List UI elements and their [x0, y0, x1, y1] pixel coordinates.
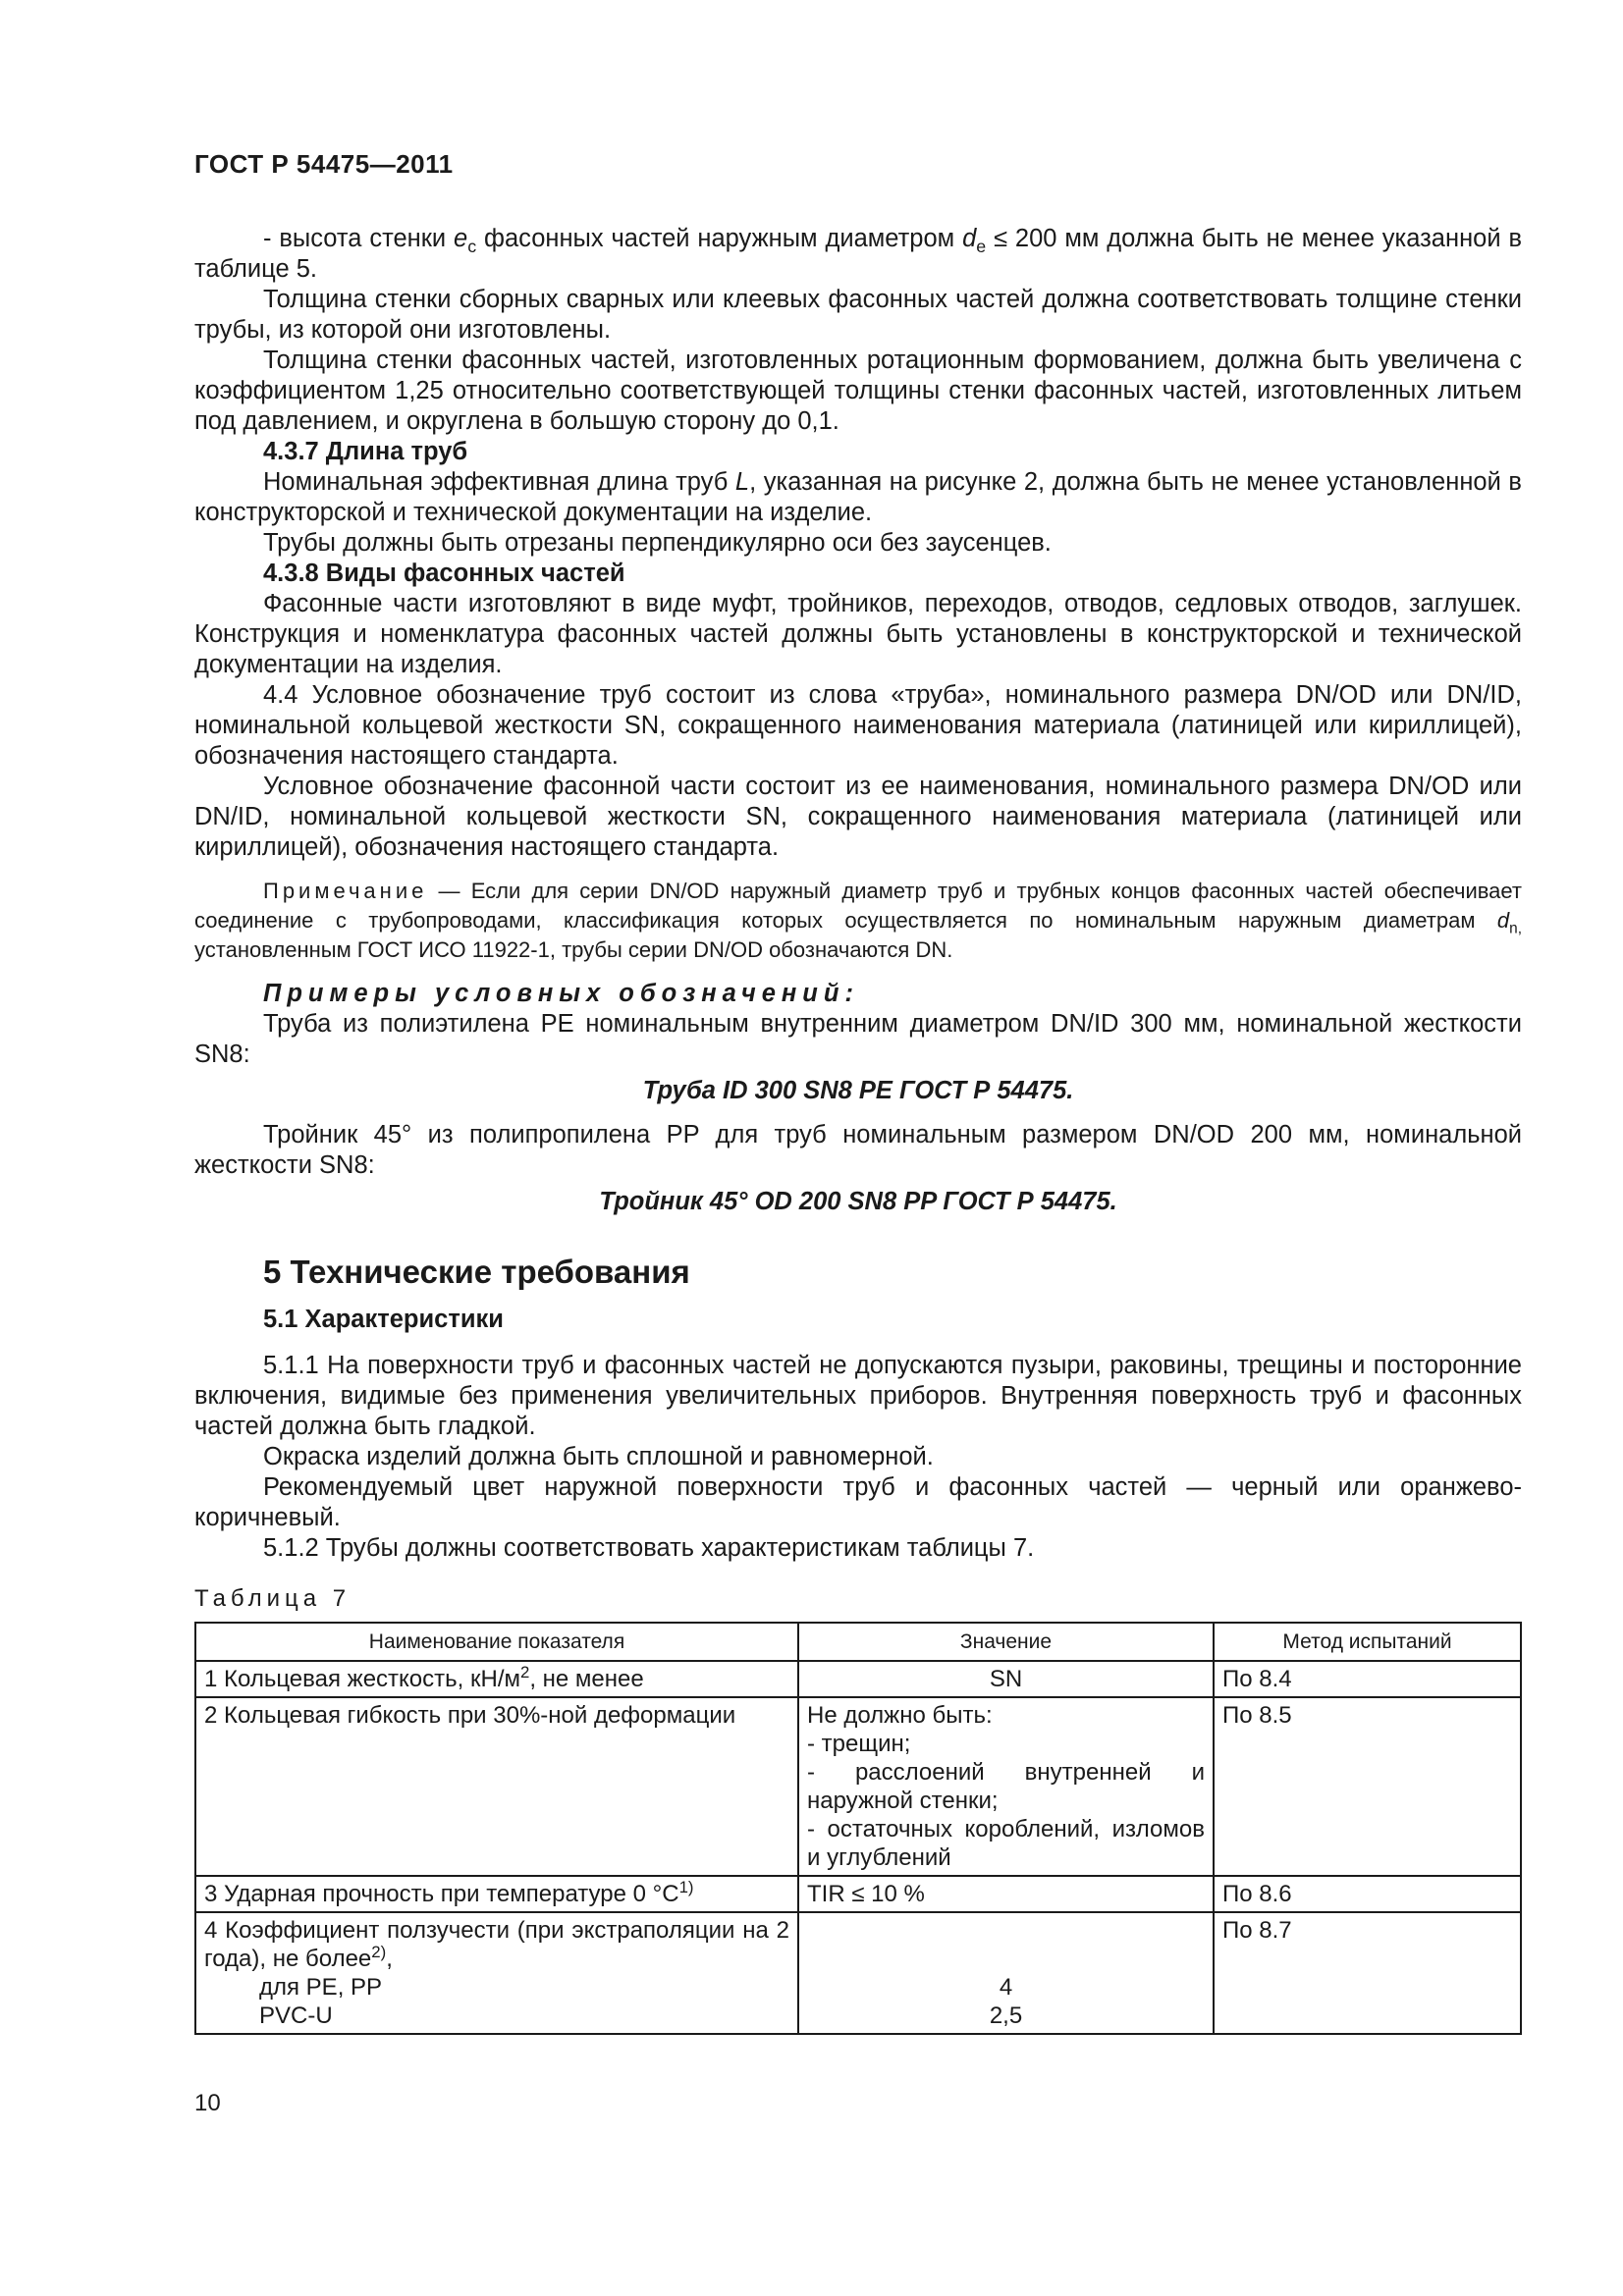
table-row: [195, 1912, 1521, 2034]
paragraph: 5.1.1 На поверхности труб и фасонных частей не допускаются пузыри, раковины, трещины и посторонние включения, видимые без применения увеличительных приборов. Внутренняя поверхность труб и фасонных частей должна быть гладкой.: [194, 1352, 1522, 1440]
table-cell: 4 Коэффициент ползучести (при экстраполяции на 2 года), не более$^{2)}$, для PE, PP PVC-U: [195, 1912, 798, 2034]
table-header: Наименование показателя: [195, 1623, 798, 1661]
table-header: Метод испытаний: [1214, 1623, 1521, 1661]
paragraph: Рекомендуемый цвет наружной поверхности труб и фасонных частей — черный или оранжево-коричневый.: [194, 1473, 1522, 1531]
table-cell: По 8.4: [1214, 1661, 1521, 1697]
table-cell: По 8.6: [1214, 1876, 1521, 1912]
table-cell: 1 Кольцевая жесткость, $кН/м^2$, не менее: [195, 1661, 798, 1697]
paragraph: 5.1.2 Трубы должны соответствовать характеристикам таблицы 7.: [263, 1534, 1035, 1562]
table-cell: SN: [798, 1661, 1214, 1697]
table-cell: TIR ≤ 10 %: [798, 1876, 1214, 1912]
table-header: Значение: [798, 1623, 1214, 1661]
paragraph: Условное обозначение фасонной части состоит из ее наименования, номинального размера DN/OD или DN/ID, номинальной кольцевой жесткости SN, сокращенного наименования материала (латиницей или кириллицей), обозначения настоящего стандарта.: [194, 773, 1522, 861]
paragraph: Номинальная эффективная длина труб L, указанная на рисунке 2, должна быть не менее установленной в конструкторской и технической документации на изделие.: [194, 468, 1522, 526]
section-heading: 4.3.7 Длина труб: [263, 438, 468, 465]
note: Примечание — Если для серии DN/OD наружный диаметр труб и трубных концов фасонных частей обеспечивает соединение с трубопроводами, классификация которых осуществляется по номинальным наружным диаметрам $d_{n,}$ установленным ГОСТ ИСО 11922-1, трубы серии DN/OD обозначаются DN.: [194, 879, 1522, 962]
document-body: [194, 224, 1522, 2035]
paragraph: Фасонные части изготовляют в виде муфт, тройников, переходов, отводов, седловых отводов, заглушек. Конструкция и номенклатура фасонных частей должны быть установлены в конструкторской и технической документации на изделия.: [194, 590, 1522, 678]
table-cell: 4 2,5: [798, 1912, 1214, 2034]
paragraph: Тройник 45° из полипропилена PP для труб номинальным размером DN/OD 200 мм, номинальной жесткости SN8:: [194, 1121, 1522, 1179]
paragraph: 4.4 Условное обозначение труб состоит из слова «труба», номинального размера DN/OD или DN/ID, номинальной кольцевой жесткости SN, сокращенного наименования материала (латиницей или кириллицей), обозначения настоящего стандарта.: [194, 681, 1522, 770]
table-cell: По 8.5: [1214, 1697, 1521, 1876]
paragraph: Окраска изделий должна быть сплошной и равномерной.: [263, 1443, 934, 1470]
paragraph: Трубы должны быть отрезаны перпендикулярно оси без заусенцев.: [263, 529, 1052, 557]
paragraph: Труба из полиэтилена PE номинальным внутренним диаметром DN/ID 300 мм, номинальной жесткости SN8:: [194, 1010, 1522, 1068]
section-heading: 4.3.8 Виды фасонных частей: [263, 560, 625, 587]
table-cell: Не должно быть: - трещин; - расслоений внутренней и наружной стенки; - остаточных короблений, изломов и углублений: [798, 1697, 1214, 1876]
table-header-row: [195, 1623, 1521, 1661]
table-row: [195, 1697, 1521, 1876]
paragraph: Толщина стенки сборных сварных или клеевых фасонных частей должна соответствовать толщине стенки трубы, из которой они изготовлены.: [194, 286, 1522, 344]
paragraph: - высота стенки $e_c$ фасонных частей наружным диаметром $d_e \le 200$ мм должна быть не менее указанной в таблице 5.: [194, 225, 1522, 283]
characteristics-table: [194, 1622, 1522, 2035]
table-row: [195, 1876, 1521, 1912]
table-cell: 3 Ударная прочность при температуре 0 $^\circ С^{1)}$: [195, 1876, 798, 1912]
document-header: ГОСТ Р 54475—2011: [194, 149, 454, 179]
table-row: [195, 1661, 1521, 1697]
section-title: 5 Технические требования: [263, 1254, 690, 1290]
example-designation: Тройник 45° OD 200 SN8 PP ГОСТ Р 54475.: [599, 1188, 1117, 1215]
subsection-title: 5.1 Характеристики: [263, 1306, 504, 1333]
table-cell: 2 Кольцевая гибкость при 30%-ной деформации: [195, 1697, 798, 1876]
paragraph: Толщина стенки фасонных частей, изготовленных ротационным формованием, должна быть увеличена с коэффициентом 1,25 относительно соответствующей толщины стенки фасонных частей, изготовленных литьем под давлением, и округлена в большую сторону до 0,1.: [194, 347, 1522, 435]
examples-heading: Примеры условных обозначений:: [263, 980, 859, 1007]
table-cell: По 8.7: [1214, 1912, 1521, 2034]
table-caption: Таблица 7: [194, 1585, 352, 1612]
page-number: 10: [194, 2090, 221, 2116]
example-designation: Труба ID 300 SN8 PE ГОСТ Р 54475.: [642, 1077, 1074, 1104]
